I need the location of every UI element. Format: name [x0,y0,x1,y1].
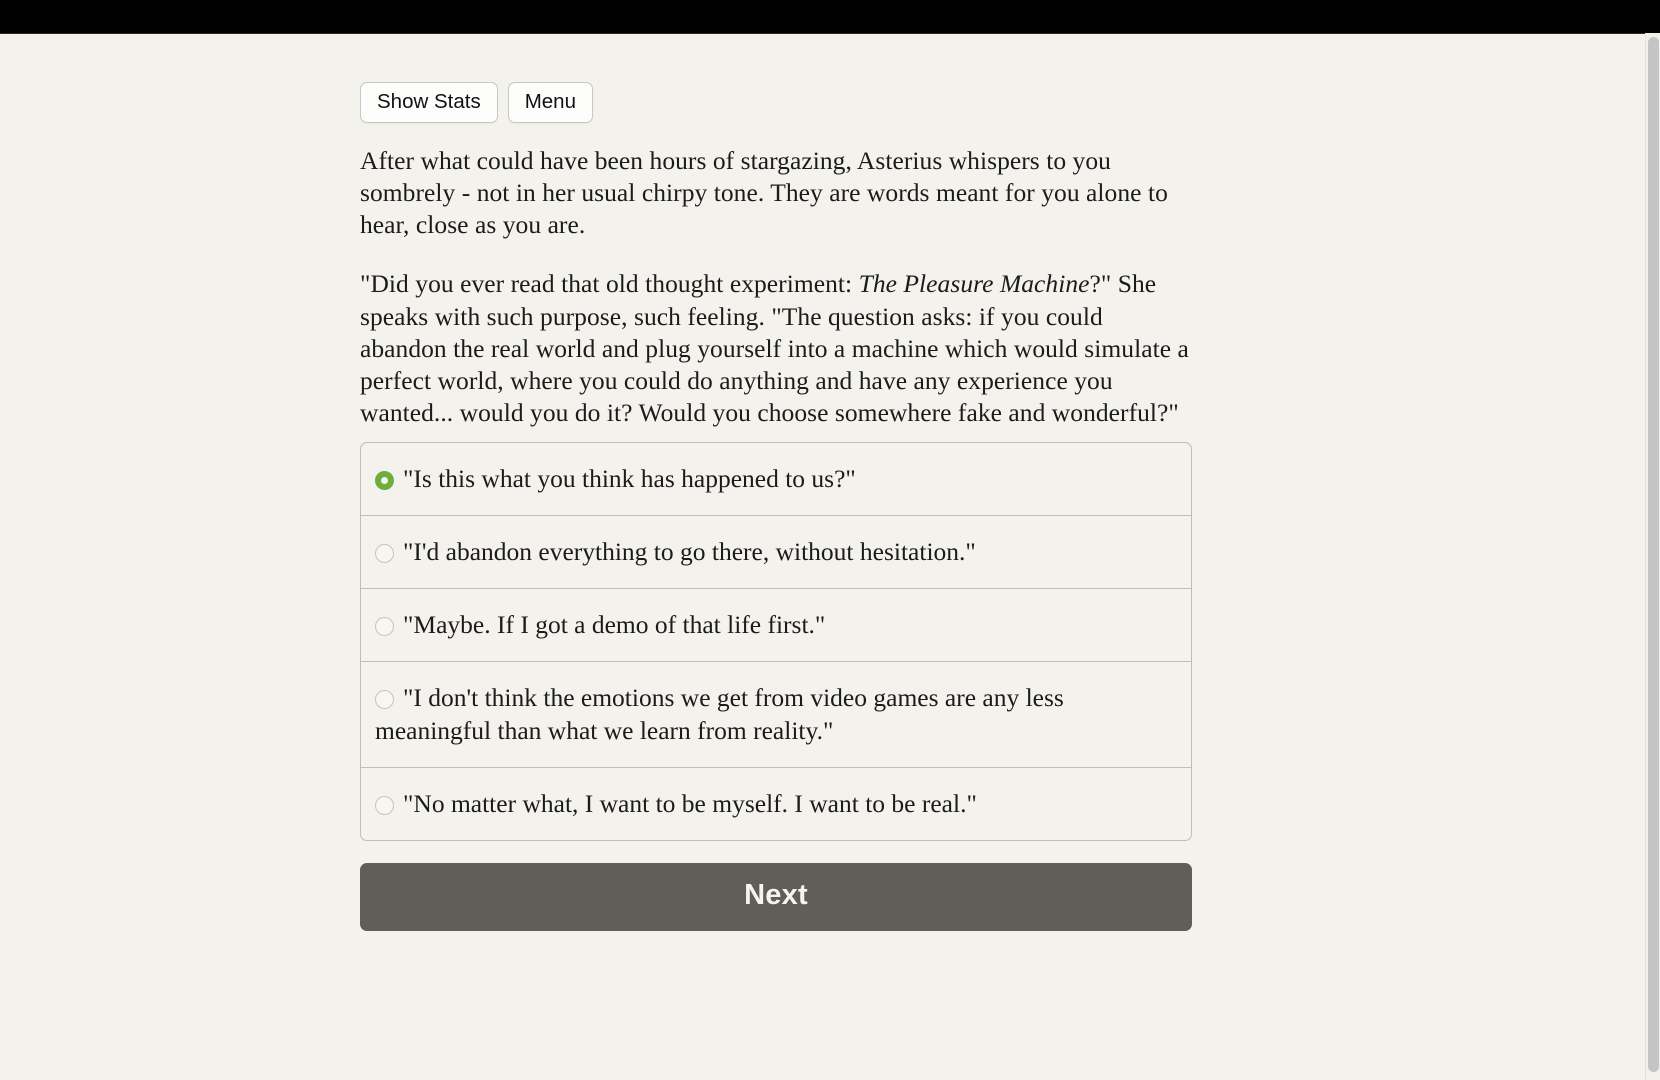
browser-chrome-bar [0,0,1660,33]
radio-button-icon[interactable] [375,796,394,815]
thought-experiment-title: The Pleasure Machine [858,269,1090,299]
choice-list [360,442,1192,842]
narrative-text [360,145,1192,430]
radio-button-icon[interactable] [375,471,394,490]
vertical-scrollbar[interactable] [1645,33,1660,1080]
choice-option-5[interactable] [361,768,1191,840]
scrollbar-thumb[interactable] [1648,37,1659,1072]
next-button[interactable]: Next [360,863,1192,931]
choice-option-3[interactable] [361,589,1191,662]
choice-option-label: "Is this what you think has happened to us?" [403,463,856,493]
radio-button-icon[interactable] [375,690,394,709]
control-button-row [360,34,1192,123]
choice-option-label: "I'd abandon everything to go there, without hesitation." [403,536,976,566]
choice-option-2[interactable] [361,516,1191,589]
choice-option-label: "Maybe. If I got a demo of that life first." [403,610,826,640]
choice-option-label: "I don't think the emotions we get from video games are any less meaningful than what we learn from reality." [375,683,1064,745]
radio-button-icon[interactable] [375,544,394,563]
choice-option-4[interactable] [361,662,1191,768]
content-column [360,34,1192,931]
menu-button[interactable]: Menu [508,82,593,123]
story-paragraph-2-lead: "Did you ever read that old thought experiment: [360,269,859,299]
story-paragraph-1: After what could have been hours of stargazing, Asterius whispers to you sombrely - not in her usual chirpy tone. They are words meant for you alone to hear, close as you are. [360,145,1168,240]
choice-option-1[interactable] [361,443,1191,516]
choice-option-label: "No matter what, I want to be myself. I want to be real." [403,788,977,818]
page-viewport [0,33,1660,1080]
story-paragraph-2-tail: ?" She speaks with such purpose, such feeling. "The question asks: if you could abandon the real world and plug yourself into a machine which would simulate a perfect world, where you could do anything and have any experience you wanted... would you do it? Would you choose somewhere fake and wonderful?" [360,269,1189,428]
story-paragraph-2 [360,268,1192,429]
show-stats-button[interactable]: Show Stats [360,82,498,123]
radio-button-icon[interactable] [375,617,394,636]
